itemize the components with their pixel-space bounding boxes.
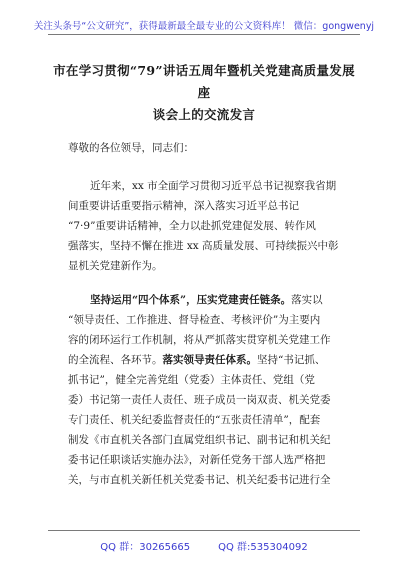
document-body <box>68 138 360 504</box>
header-divider <box>48 34 360 35</box>
header-banner: 关注头条号“公文研究”，获得最新最全最专业的公文资料库！ 微信：gongwenyj <box>33 21 375 32</box>
document-title <box>48 60 360 126</box>
paragraph-2 <box>68 290 360 490</box>
paragraph-line <box>68 350 360 370</box>
paragraph-line: 委书记任职谈话实施办法》，对新任党务干部人选严格把 <box>68 454 326 466</box>
paragraph-1 <box>68 176 360 276</box>
paragraph-line: “7·9”重要讲话精神，全力以赴抓党建促发展、转作风 <box>68 220 316 232</box>
paragraph-line <box>68 290 360 310</box>
paragraph-line: 抓书记”，健全完善党组（党委）主体责任、党组（党 <box>68 374 315 386</box>
paragraph-text: 坚持“书记抓、 <box>257 354 326 366</box>
paragraph-line: 委）书记第一责任人责任、班子成员一岗双责、机关党委 <box>68 394 331 406</box>
paragraph-line: 强落实，坚持不懈在推进 xx 高质量发展、可持续振兴中彰 <box>68 240 339 252</box>
paragraph-line: “领导责任、工作推进、督导检查、考核评价”为主要内 <box>68 314 321 326</box>
paragraph-line: 关，与市直机关新任机关党委书记、机关纪委书记进行全 <box>68 474 331 486</box>
paragraph-text: 的全流程、各环节。 <box>68 354 163 366</box>
paragraph-line: 近年来，xx 市全面学习贯彻习近平总书记视察我省期 <box>90 180 337 192</box>
paragraph-line: 间重要讲话重要指示精神，深入落实习近平总书记 <box>68 200 299 212</box>
paragraph-line: 制发《市直机关各部门直属党组织书记、副书记和机关纪 <box>68 434 331 446</box>
paragraph-line: 显机关党建新作为。 <box>68 260 163 272</box>
paragraph-text: 落实以 <box>291 294 323 306</box>
footer <box>0 538 408 553</box>
salutation: 尊敬的各位领导，同志们： <box>68 142 194 154</box>
paragraph-line: 专门责任、机关纪委监督责任的“五张责任清单”，配套 <box>68 414 321 426</box>
title-line-1: 市在学习贯彻“79”讲话五周年暨机关党建高质量发展座 <box>53 63 355 100</box>
title-line-2: 谈会上的交流发言 <box>152 107 256 122</box>
section-heading: 坚持运用“四个体系”，压实党建责任链条。 <box>90 294 292 306</box>
qq-group-2: QQ 群:535304092 <box>218 542 308 553</box>
qq-group-1: QQ 群：30265665 <box>100 542 191 553</box>
footer-divider <box>48 530 360 531</box>
paragraph-line: 容的闭环运行工作机制，将从严抓落实贯穿机关党建工作 <box>68 334 331 346</box>
subsection-heading: 落实领导责任体系。 <box>162 354 257 366</box>
